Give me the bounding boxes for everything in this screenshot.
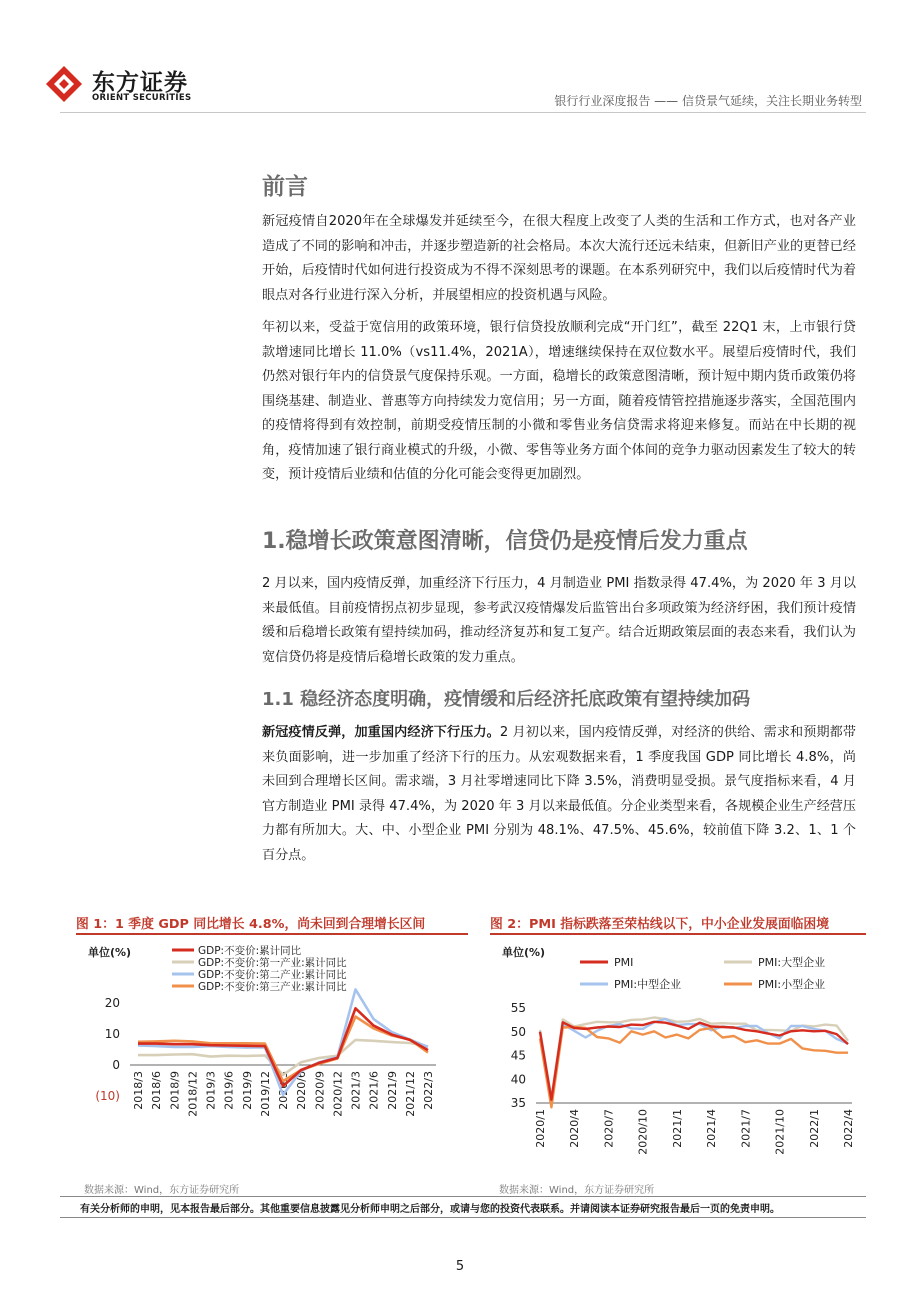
x-tick-label-6: 2019/9 (240, 1071, 254, 1110)
y-tick-label-1: 0 (112, 1058, 120, 1072)
section-1-1-paragraph (262, 721, 856, 868)
figure-2-source: 数据来源：Wind，东方证券研究所 (499, 1185, 655, 1196)
figure-1-title: 图 1：1 季度 GDP 同比增长 4.8%，尚未回到合理增长区间 (76, 917, 426, 932)
x-tick-label-9: 2022/4 (842, 1109, 855, 1148)
legend-label-3: GDP:不变价:第三产业:累计同比 (198, 981, 347, 993)
x-tick-label-11: 2020/12 (331, 1071, 345, 1117)
y-tick-label-0: 35 (510, 1096, 526, 1110)
x-tick-label-15: 2021/12 (403, 1071, 417, 1117)
legend-label-0: PMI (614, 956, 634, 969)
legend-label-3: PMI:小型企业 (758, 978, 826, 991)
x-tick-label-10: 2020/9 (313, 1071, 327, 1110)
x-tick-label-0: 2020/1 (534, 1109, 547, 1148)
section-1-1-body: 2 月初以来，国内疫情反弹，对经济的供给、需求和预期都带来负面影响，进一步加重了经济下行的压力。从宏观数据来看，1 季度我国 GDP 同比增长 4.8%，尚未回到合理增长区间。需求端，3 月社零增速同比下降 3.5%，消费明显受损。景气度指标来看，4 月官方制造业 PMI 录得 47.4%，为 2020 年 3 月以来最低值。分企业类型来看，各规模企业生产经营压力都有所加大。大、中、小型企业 PMI 分别为 48.1%、47.5%、45.6%，较前值下降 3.2、1、1 个百分点。 (262, 725, 856, 863)
chart-2-unit-label: 单位(%) (502, 946, 546, 959)
series-line-3 (540, 1027, 848, 1107)
x-tick-label-9: 2020/6 (295, 1071, 309, 1110)
figure-1-source: 数据来源：Wind，东方证券研究所 (84, 1185, 240, 1196)
company-logo (44, 62, 204, 108)
gdp-line-chart (76, 940, 468, 1178)
x-tick-label-3: 2018/12 (186, 1071, 200, 1117)
x-tick-label-2: 2020/7 (602, 1109, 616, 1148)
y-tick-label-2: 10 (104, 1027, 120, 1041)
pmi-line-chart (490, 940, 866, 1178)
chart-1-unit-label: 单位(%) (88, 946, 132, 959)
orient-logo-icon (44, 64, 84, 104)
x-tick-label-8: 2022/1 (807, 1109, 821, 1148)
x-tick-label-1: 2020/4 (568, 1109, 582, 1148)
preface-paragraph-2: 年初以来，受益于宽信用的政策环境，银行信贷投放顺利完成“开门红”，截至 22Q1 末，上市银行贷款增速同比增长 11.0%（vs11.4%，2021A），增速继续保持在双位数水平。展望后疫情时代，我们仍然对银行年内的信贷景气度保持乐观。一方面，稳增长的政策意图清晰，预计短中期内货币政策仍将围绕基建、制造业、普惠等方向持续发力宽信用；另一方面，随着疫情管控措施逐步落实，全国范围内的疫情将得到有效控制，前期受疫情压制的小微和零售业务信贷需求将迎来修复。而站在中长期的视角，疫情加速了银行商业模式的升级，小微、零售等业务方面个体间的竞争力驱动因素发生了较大的转变，预计疫情后业绩和估值的分化可能会变得更加剧烈。 (262, 320, 856, 482)
footer-divider-top (60, 1196, 866, 1197)
x-tick-label-0: 2018/3 (132, 1071, 145, 1110)
y-tick-label-1: 40 (510, 1072, 526, 1087)
preface-paragraph-1: 新冠疫情自2020年在全球爆发并延续至今，在很大程度上改变了人类的生活和工作方式，也对各产业造成了不同的影响和冲击，并逐步塑造新的社会格局。本次大流行还远未结束，但新旧产业的更替已经开始，后疫情时代如何进行投资成为不得不深刻思考的课题。在本系列研究中，我们以后疫情时代为着眼点对各行业进行深入分析，并展望相应的投资机遇与风险。 (262, 214, 856, 303)
x-tick-label-1: 2018/6 (150, 1071, 164, 1110)
x-tick-label-12: 2021/3 (349, 1071, 363, 1110)
legend-label-2: GDP:不变价:第二产业:累计同比 (198, 969, 347, 981)
x-tick-label-7: 2019/12 (258, 1071, 272, 1117)
y-tick-label-3: 50 (510, 1024, 526, 1039)
y-tick-label-2: 45 (510, 1048, 526, 1063)
footer-disclaimer: 有关分析师的申明，见本报告最后部分。其他重要信息披露见分析师申明之后部分，或请与您的投资代表联系。并请阅读本证券研究报告最后一页的免责申明。 (80, 1204, 780, 1215)
x-tick-label-3: 2020/10 (636, 1109, 650, 1155)
y-tick-label-3: 20 (104, 996, 120, 1010)
preface-heading: 前言 (262, 174, 308, 200)
x-tick-label-16: 2022/3 (422, 1071, 435, 1110)
section-1-1-heading: 1.1 稳经济态度明确，疫情缓和后经济托底政策有望持续加码 (262, 689, 751, 710)
legend-label-2: PMI:中型企业 (614, 978, 682, 991)
legend-label-1: PMI:大型企业 (758, 956, 826, 969)
section-1-paragraph: 2 月以来，国内疫情反弹，加重经济下行压力，4 月制造业 PMI 指数录得 47.4%，为 2020 年 3 月以来最低值。目前疫情拐点初步显现，参考武汉疫情爆发后监管出台多项政策为经济纾困，我们预计疫情缓和后稳增长政策有望持续加码，推动经济复苏和复工复产。结合近期政策层面的表态来看，我们认为宽信贷仍将是疫情后稳增长政策的发力重点。 (262, 576, 856, 665)
page-number: 5 (455, 1259, 465, 1274)
legend-label-0: GDP:不变价:累计同比 (198, 945, 302, 957)
logo-en-text: ORIENT SECURITIES (92, 93, 192, 103)
y-tick-label-0: (10) (95, 1089, 120, 1103)
figure-2-rule (490, 933, 866, 935)
y-tick-label-4: 55 (510, 1001, 526, 1015)
section-1-1-lead: 新冠疫情反弹，加重国内经济下行压力。 (262, 725, 500, 740)
legend-label-1: GDP:不变价:第一产业:累计同比 (198, 957, 347, 969)
x-tick-label-5: 2021/4 (705, 1109, 719, 1148)
x-tick-label-7: 2021/10 (773, 1109, 787, 1155)
x-tick-label-5: 2019/6 (222, 1071, 236, 1110)
figure-1-rule (76, 933, 468, 935)
header-divider (60, 112, 866, 113)
x-tick-label-14: 2021/9 (385, 1071, 399, 1110)
logo-cn-text: 东方证券 (92, 70, 188, 96)
x-tick-label-6: 2021/7 (739, 1109, 753, 1148)
report-subtitle: 银行行业深度报告 —— 信贷景气延续，关注长期业务转型 (554, 94, 862, 108)
figure-2-title: 图 2：PMI 指标跌落至荣枯线以下，中小企业发展面临困境 (490, 917, 830, 932)
x-tick-label-8: 2020/3 (277, 1071, 290, 1110)
x-tick-label-4: 2019/3 (204, 1071, 218, 1110)
x-tick-label-4: 2021/1 (670, 1109, 684, 1148)
footer-divider-bottom (60, 1217, 866, 1218)
x-tick-label-2: 2018/9 (168, 1071, 182, 1110)
x-tick-label-13: 2021/6 (367, 1071, 381, 1110)
section-1-heading: 1.稳增长政策意图清晰，信贷仍是疫情后发力重点 (262, 529, 748, 554)
